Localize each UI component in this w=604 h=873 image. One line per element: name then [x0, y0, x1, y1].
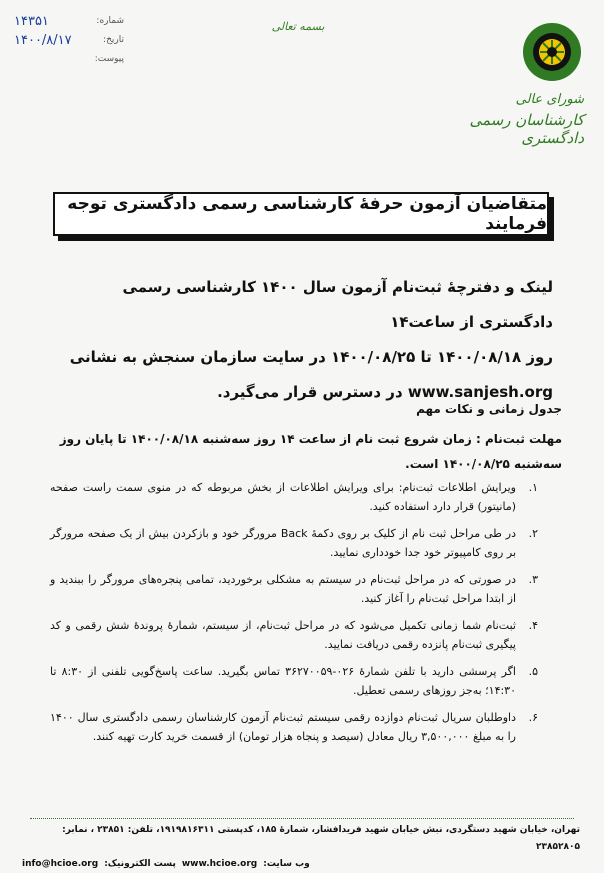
- lead-line-3-text: در دسترس قرار می‌گیرد.: [217, 383, 403, 401]
- notice-title: متقاضیان آزمون حرفهٔ کارشناسی رسمی دادگستری توجه فرمایند: [67, 194, 547, 234]
- notes-list: [50, 478, 538, 754]
- letter-reference-block: [14, 12, 124, 69]
- list-item: ۲. در طی مراحل ثبت نام از کلیک بر روی دکمهٔ Back مرورگر خود و بازکردن بیش از یک صفحه مرورگر بر روی کامپیوتر خود جدا خودداری نمایید.: [50, 527, 538, 559]
- registration-deadline: مهلت ثبت‌نام : زمان شروع ثبت نام از ساعت ۱۴ روز سه‌شنبه ۱۴۰۰/۰۸/۱۸ تا پایان روز سه‌شنبه ۱۴۰۰/۰۸/۲۵ است.: [59, 432, 562, 471]
- footer-address: تهران، خیابان شهید دستگردی، نبش خیابان شهید فریدافشار، شمارهٔ ۱۸۵، کدپستی ۱۹۱۹۸۱۶۳۱۱، تلفن: ۲۳۸۵۱ ، نمابر: ۲۳۸۵۲۸۰۵: [62, 825, 580, 852]
- organization-name-line2: کارشناسان رسمی دادگستری: [469, 111, 584, 147]
- basmala: بسمه تعالی: [271, 20, 325, 33]
- organization-name-line1: شورای عالی: [515, 92, 584, 107]
- letter-number-value: ۱۴۳۵۱: [14, 14, 49, 29]
- list-item: ۵. اگر پرسشی دارید با تلفن شمارهٔ ۰۲۶-۳۶۲۷۰۰۵۹ تماس بگیرید. ساعت پاسخ‌گویی تلفنی از ۸:۳۰ تا ۱۴:۳۰؛ به‌جز روزهای رسمی تعطیل.: [50, 665, 538, 697]
- list-item: ۳. در صورتی که در مراحل ثبت‌نام در سیستم به مشکلی برخوردید، تمامی پنجره‌های مرورگر را ببندید و از ابتدا مراحل ثبت‌نام را آغاز کنید.: [50, 573, 538, 605]
- lead-line-1: لینک و دفترچهٔ ثبت‌نام آزمون سال ۱۴۰۰ کارشناسی رسمی دادگستری از ساعت۱۴: [122, 278, 553, 331]
- website-link[interactable]: www.hcioe.org: [181, 859, 258, 869]
- list-item: ۶. داوطلبان سریال ثبت‌نام دوازده رقمی سیستم ثبت‌نام آزمون کارشناسان رسمی دادگستری سال ۱۴۰۰ را به مبلغ ۳,۵۰۰,۰۰۰ ریال معادل (سیصد و پنجاه هزار تومان) از قسمت خرید کارت تهیه کنند.: [50, 711, 538, 743]
- email-link[interactable]: info@hcioe.org: [22, 859, 99, 869]
- footer: [22, 822, 580, 873]
- letter-date-value: ۱۴۰۰/۸/۱۷: [14, 33, 72, 48]
- lead-paragraph: [58, 270, 553, 410]
- footer-divider: [30, 818, 574, 819]
- schedule-heading: جدول زمانی و نکات مهم: [416, 402, 562, 416]
- lead-line-2: روز ۱۴۰۰/۰۸/۱۸ تا ۱۴۰۰/۰۸/۲۵ در سایت سازمان سنجش به نشانی: [69, 348, 553, 366]
- letter-number-label: شماره:: [96, 16, 124, 26]
- organization-name: [414, 92, 584, 147]
- letter-date-label: تاریخ:: [103, 35, 124, 45]
- letter-date-row: [14, 31, 124, 50]
- sanjesh-url: www.sanjesh.org: [407, 383, 553, 401]
- list-item: ۴. ثبت‌نام شما زمانی تکمیل می‌شود که در مراحل ثبت‌نام، از سیستم، شمارهٔ پروندهٔ شش رقمی و کد پیگیری ثبت‌نام پانزده رقمی دریافت نمایید.: [50, 619, 538, 651]
- website-label: وب سایت:: [263, 859, 310, 869]
- list-item: ۱. ویرایش اطلاعات ثبت‌نام: برای ویرایش اطلاعات از بخش مربوطه که در منوی سمت راست صفحه (مانیتور) قرار دارد استفاده کنید.: [50, 481, 538, 513]
- footer-contacts: [22, 856, 580, 873]
- letter-attachment-row: [14, 50, 124, 69]
- letter-attachment-label: پیوست:: [94, 54, 124, 64]
- letter-number-row: [14, 12, 124, 31]
- organization-logo: [522, 22, 582, 82]
- notice-title-box: [53, 192, 549, 236]
- email-label: پست الکترونیک:: [104, 859, 176, 869]
